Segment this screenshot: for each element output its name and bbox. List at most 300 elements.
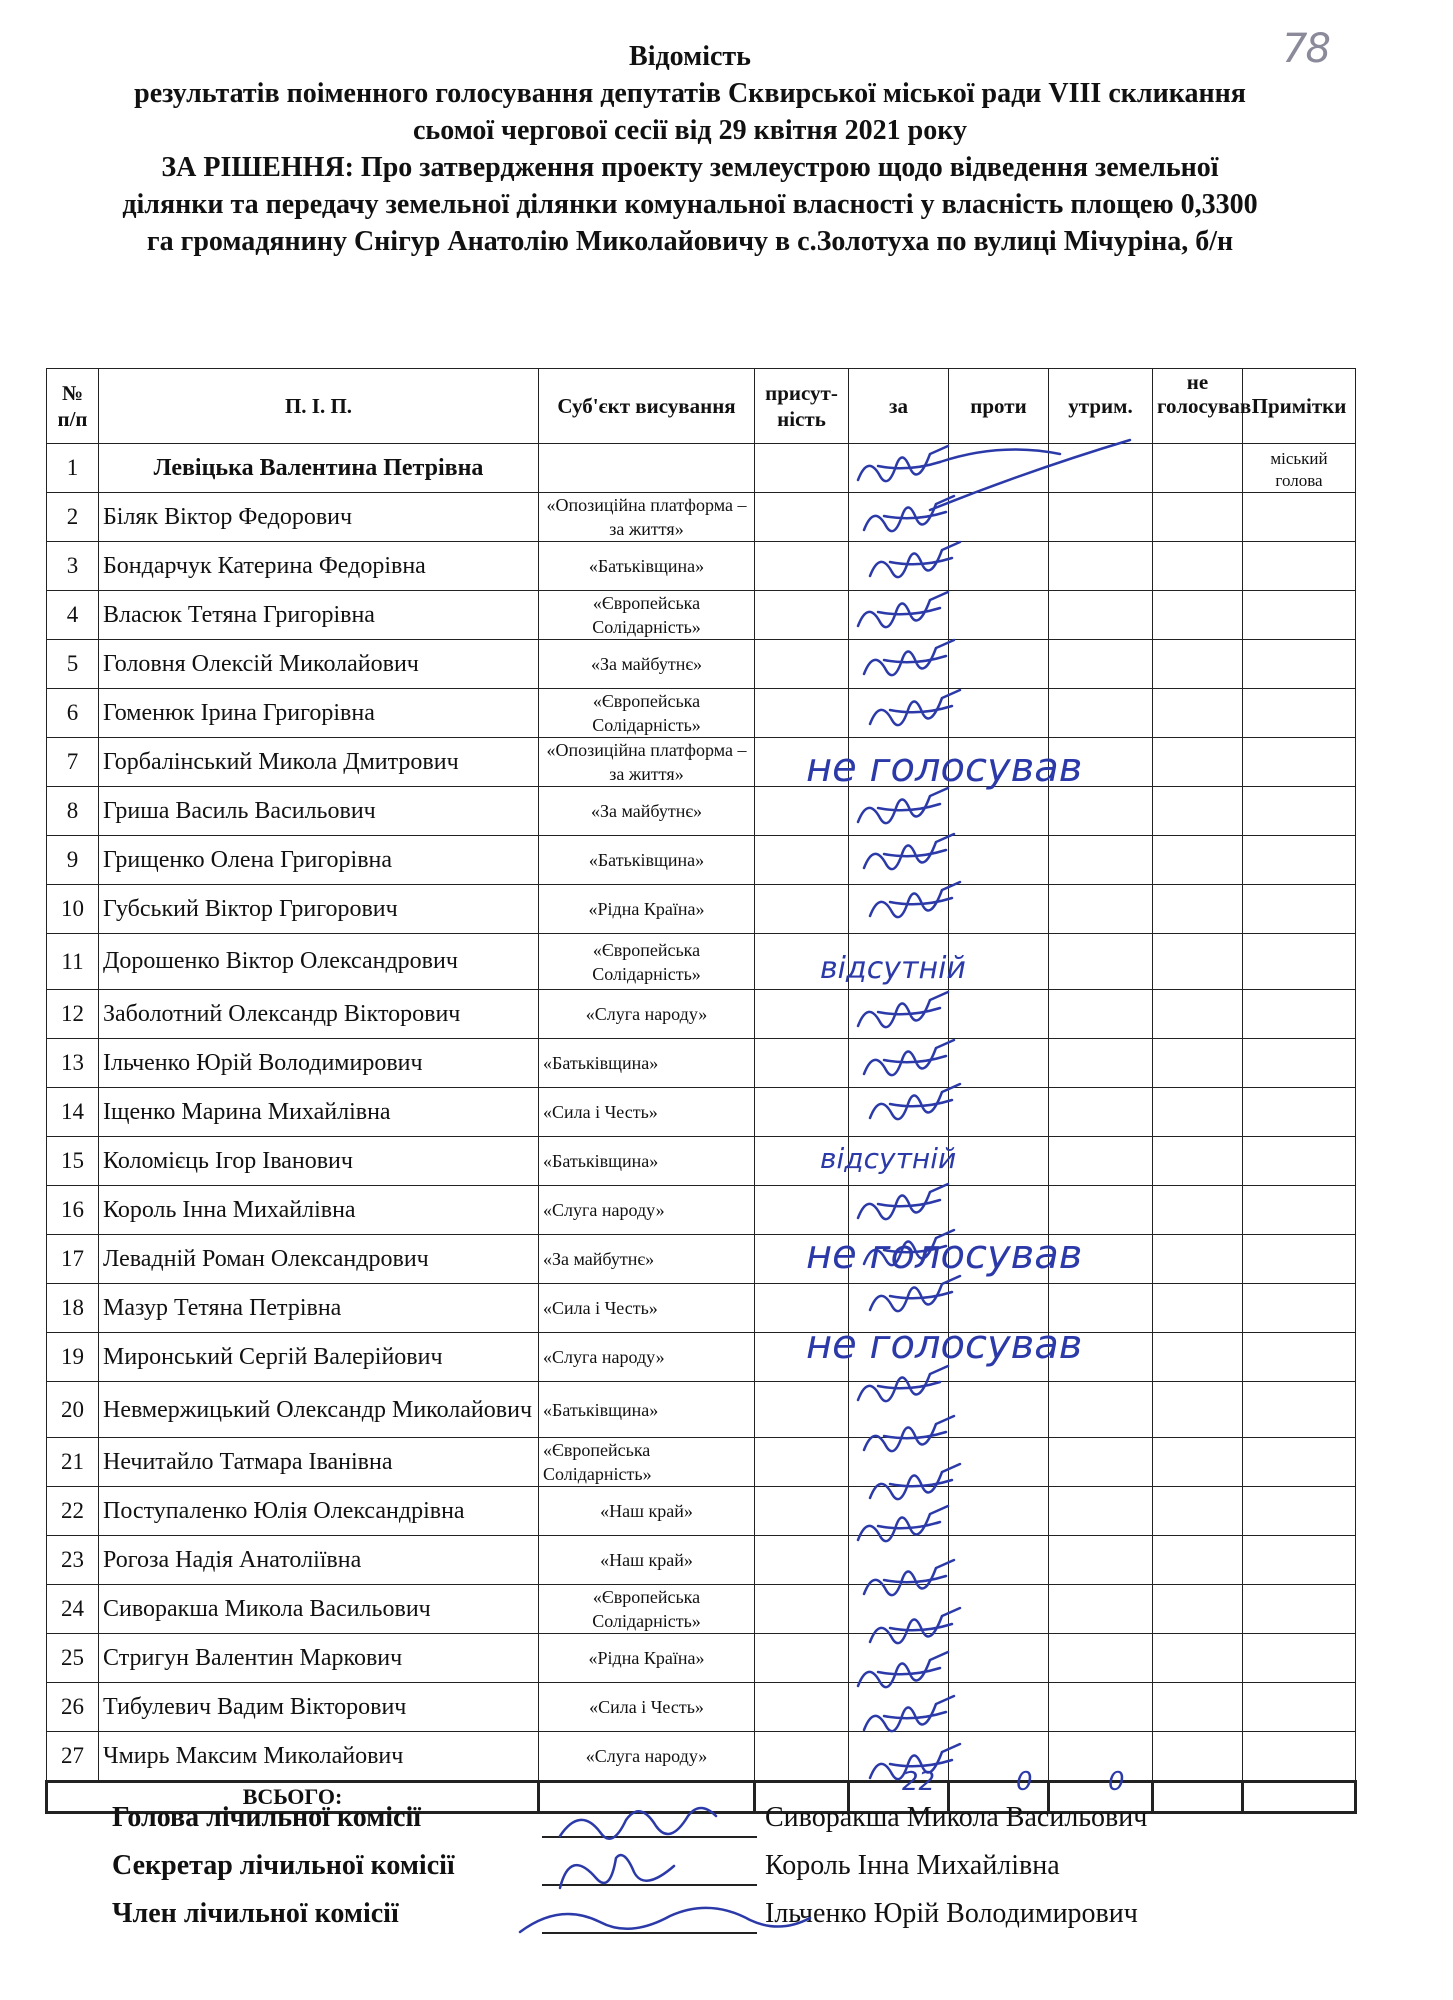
cell-for <box>849 640 949 689</box>
cell-present <box>755 493 849 542</box>
cell-abstain <box>1049 1634 1153 1683</box>
row-number: 20 <box>47 1382 99 1438</box>
cell-for <box>849 1683 949 1732</box>
cell-against <box>949 885 1049 934</box>
signature-role: Секретар лічильної комісії <box>112 1850 455 1881</box>
party-label: «Сила і Честь» <box>589 1697 704 1717</box>
cell-not-voted <box>1153 640 1243 689</box>
cell-for <box>849 738 949 787</box>
cell-for <box>849 493 949 542</box>
cell-abstain <box>1049 738 1153 787</box>
table-row <box>47 1585 1356 1634</box>
cell-note <box>1243 591 1356 640</box>
signature-role: Голова лічильної комісії <box>112 1802 422 1833</box>
note-text <box>1247 1442 1351 1482</box>
header-against: проти <box>949 369 1049 444</box>
party-label: «Рідна Країна» <box>588 899 705 919</box>
table-header-row <box>47 369 1356 444</box>
deputy-party <box>539 1137 755 1186</box>
cell-for <box>849 885 949 934</box>
deputy-name: Нечитайло Татмара Іванівна <box>99 1438 539 1487</box>
row-number: 7 <box>47 738 99 787</box>
cell-against <box>949 1039 1049 1088</box>
cell-note <box>1243 738 1356 787</box>
row-number: 21 <box>47 1438 99 1487</box>
cell-not-voted <box>1153 444 1243 493</box>
cell-for <box>849 1536 949 1585</box>
cell-present <box>755 1536 849 1585</box>
cell-for <box>849 444 949 493</box>
deputy-name: Мазур Тетяна Петрівна <box>99 1284 539 1333</box>
note-text <box>1247 1288 1351 1328</box>
party-label: «Батьківщина» <box>543 1151 659 1171</box>
cell-present <box>755 542 849 591</box>
deputy-name: Дорошенко Віктор Олександрович <box>99 934 539 990</box>
table-row <box>47 591 1356 640</box>
header-for: за <box>849 369 949 444</box>
deputy-name: Бондарчук Катерина Федорівна <box>99 542 539 591</box>
note-text <box>1247 644 1351 684</box>
deputy-name: Левадній Роман Олександрович <box>99 1235 539 1284</box>
cell-present <box>755 1634 849 1683</box>
deputy-name: Рогоза Надія Анатоліївна <box>99 1536 539 1585</box>
cell-note <box>1243 1585 1356 1634</box>
cell-present <box>755 1137 849 1186</box>
signature-row-member <box>112 1898 1262 1938</box>
row-number: 15 <box>47 1137 99 1186</box>
cell-not-voted <box>1153 1438 1243 1487</box>
cell-present <box>755 689 849 738</box>
deputy-party <box>539 444 755 493</box>
table-row <box>47 787 1356 836</box>
deputy-name: Губський Віктор Григорович <box>99 885 539 934</box>
cell-against <box>949 836 1049 885</box>
note-text <box>1247 546 1351 586</box>
deputy-name: Заболотний Олександр Вікторович <box>99 990 539 1039</box>
cell-not-voted <box>1153 990 1243 1039</box>
row-number: 3 <box>47 542 99 591</box>
row-number: 13 <box>47 1039 99 1088</box>
document-header <box>40 38 1340 260</box>
cell-for <box>849 934 949 990</box>
handwritten-total-against: 0 <box>1016 1767 1033 1797</box>
cell-abstain <box>1049 1186 1153 1235</box>
cell-against <box>949 934 1049 990</box>
vote-rows <box>47 444 1356 1782</box>
party-label: «Наш край» <box>600 1501 693 1521</box>
cell-against <box>949 1634 1049 1683</box>
handwritten-not-voted-row-7: не голосував <box>806 745 1083 791</box>
deputy-party <box>539 542 755 591</box>
table-row <box>47 1284 1356 1333</box>
row-number: 4 <box>47 591 99 640</box>
cell-abstain <box>1049 934 1153 990</box>
header-present: присут-ність <box>755 369 849 444</box>
cell-for <box>849 1634 949 1683</box>
cell-for <box>849 990 949 1039</box>
cell-abstain <box>1049 1235 1153 1284</box>
cell-present <box>755 1683 849 1732</box>
cell-for <box>849 1186 949 1235</box>
signature-line <box>542 1836 757 1838</box>
cell-against <box>949 591 1049 640</box>
cell-against <box>949 1536 1049 1585</box>
party-label: «Європейська Солідарність» <box>543 1440 652 1484</box>
cell-not-voted <box>1153 885 1243 934</box>
cell-abstain <box>1049 640 1153 689</box>
cell-abstain <box>1049 1536 1153 1585</box>
row-number: 17 <box>47 1235 99 1284</box>
cell-present <box>755 787 849 836</box>
cell-present <box>755 1585 849 1634</box>
cell-for <box>849 1137 949 1186</box>
party-label: «Опозиційна платформа – за життя» <box>546 740 747 784</box>
cell-present <box>755 1438 849 1487</box>
header-line-3: сьомої чергової сесії від 29 квітня 2021 року <box>413 115 967 146</box>
cell-against <box>949 1382 1049 1438</box>
party-label: «Батьківщина» <box>543 1053 659 1073</box>
party-label: «Слуга народу» <box>585 1004 708 1024</box>
table-row <box>47 1333 1356 1382</box>
cell-present <box>755 640 849 689</box>
deputy-name: Гриша Василь Васильович <box>99 787 539 836</box>
table-row <box>47 885 1356 934</box>
header-abstain: утрим. <box>1049 369 1153 444</box>
cell-note <box>1243 1732 1356 1782</box>
table-row <box>47 493 1356 542</box>
row-number: 23 <box>47 1536 99 1585</box>
cell-present <box>755 1382 849 1438</box>
handwritten-total-for: 22 <box>902 1767 936 1797</box>
table-row <box>47 542 1356 591</box>
table-row <box>47 444 1356 493</box>
deputy-party <box>539 689 755 738</box>
cell-abstain <box>1049 1088 1153 1137</box>
table-row <box>47 738 1356 787</box>
cell-not-voted <box>1153 591 1243 640</box>
header-note: Примітки <box>1243 369 1356 444</box>
cell-not-voted <box>1153 787 1243 836</box>
cell-abstain <box>1049 1137 1153 1186</box>
deputy-party <box>539 1186 755 1235</box>
cell-abstain <box>1049 1732 1153 1782</box>
deputy-name: Чмирь Максим Миколайович <box>99 1732 539 1782</box>
deputy-name: Миронський Сергій Валерійович <box>99 1333 539 1382</box>
deputy-party <box>539 1438 755 1487</box>
cell-note <box>1243 1382 1356 1438</box>
cell-for <box>849 1235 949 1284</box>
deputy-party <box>539 1487 755 1536</box>
note-text <box>1247 889 1351 929</box>
cell-not-voted <box>1153 493 1243 542</box>
cell-note <box>1243 689 1356 738</box>
table-row <box>47 1536 1356 1585</box>
cell-not-voted <box>1153 1732 1243 1782</box>
row-number: 19 <box>47 1333 99 1382</box>
note-text <box>1247 840 1351 880</box>
cell-note <box>1243 1235 1356 1284</box>
deputy-party <box>539 836 755 885</box>
cell-note <box>1243 542 1356 591</box>
cell-present <box>755 1333 849 1382</box>
header-line-6: га громадянину Снігур Анатолію Миколайовичу в с.Золотуха по вулиці Мічуріна, б/н <box>146 226 1234 257</box>
cell-note <box>1243 1634 1356 1683</box>
cell-not-voted <box>1153 1039 1243 1088</box>
cell-note <box>1243 1683 1356 1732</box>
cell-not-voted <box>1153 836 1243 885</box>
cell-for <box>849 1585 949 1634</box>
cell-present <box>755 1186 849 1235</box>
cell-note <box>1243 1536 1356 1585</box>
cell-against <box>949 1186 1049 1235</box>
cell-against <box>949 1284 1049 1333</box>
cell-not-voted <box>1153 1536 1243 1585</box>
deputy-name: Король Інна Михайлівна <box>99 1186 539 1235</box>
note-text <box>1247 1736 1351 1776</box>
party-label: «За майбутнє» <box>590 654 703 674</box>
handwritten-absent-row-15: відсутній <box>820 1142 957 1175</box>
party-label: «Опозиційна платформа – за життя» <box>546 495 747 539</box>
deputy-party <box>539 1382 755 1438</box>
cell-not-voted <box>1153 1683 1243 1732</box>
row-number: 8 <box>47 787 99 836</box>
cell-not-voted <box>1153 934 1243 990</box>
note-text <box>1247 791 1351 831</box>
signature-name: Сиворакша Микола Васильович <box>765 1802 1148 1833</box>
cell-for <box>849 542 949 591</box>
deputy-name: Коломієць Ігор Іванович <box>99 1137 539 1186</box>
cell-against <box>949 640 1049 689</box>
note-text <box>1247 1540 1351 1580</box>
cell-not-voted <box>1153 1284 1243 1333</box>
deputy-party <box>539 1235 755 1284</box>
cell-not-voted <box>1153 1235 1243 1284</box>
row-number: 27 <box>47 1732 99 1782</box>
note-text <box>1247 1239 1351 1279</box>
cell-for <box>849 689 949 738</box>
cell-note <box>1243 1137 1356 1186</box>
party-label: «Слуга народу» <box>585 1746 708 1766</box>
cell-present <box>755 591 849 640</box>
cell-note <box>1243 1284 1356 1333</box>
cell-present <box>755 990 849 1039</box>
party-label: «Європейська Солідарність» <box>592 691 701 735</box>
deputy-party <box>539 1333 755 1382</box>
cell-against <box>949 1732 1049 1782</box>
row-number: 2 <box>47 493 99 542</box>
signature-name: Ільченко Юрій Володимирович <box>765 1898 1138 1929</box>
row-number: 5 <box>47 640 99 689</box>
cell-against <box>949 444 1049 493</box>
party-label: «За майбутнє» <box>590 801 703 821</box>
deputy-party <box>539 1536 755 1585</box>
cell-abstain <box>1049 990 1153 1039</box>
deputy-name: Стригун Валентин Маркович <box>99 1634 539 1683</box>
row-number: 1 <box>47 444 99 493</box>
cell-not-voted <box>1153 738 1243 787</box>
cell-present <box>755 885 849 934</box>
cell-abstain <box>1049 1438 1153 1487</box>
row-number: 14 <box>47 1088 99 1137</box>
deputy-party <box>539 1634 755 1683</box>
cell-for <box>849 1284 949 1333</box>
header-name: П. І. П. <box>99 369 539 444</box>
cell-for <box>849 1039 949 1088</box>
table-row <box>47 1039 1356 1088</box>
signature-row-secretary <box>112 1850 1262 1890</box>
party-label: «Слуга народу» <box>543 1200 665 1220</box>
cell-not-voted <box>1153 1186 1243 1235</box>
cell-abstain <box>1049 885 1153 934</box>
cell-note <box>1243 836 1356 885</box>
deputy-name: Невмержицький Олександр Миколайович <box>99 1382 539 1438</box>
cell-against <box>949 1487 1049 1536</box>
cell-not-voted <box>1153 689 1243 738</box>
table-row <box>47 1732 1356 1782</box>
cell-abstain <box>1049 591 1153 640</box>
handwritten-absent-row-11: відсутній <box>820 951 966 986</box>
deputy-party <box>539 1732 755 1782</box>
deputy-party <box>539 1088 755 1137</box>
cell-against <box>949 1683 1049 1732</box>
cell-present <box>755 1039 849 1088</box>
cell-not-voted <box>1153 542 1243 591</box>
cell-against <box>949 1088 1049 1137</box>
note-text <box>1247 595 1351 635</box>
note-text <box>1247 1043 1351 1083</box>
cell-for <box>849 787 949 836</box>
party-label: «Слуга народу» <box>543 1347 665 1367</box>
party-label: «Батьківщина» <box>588 556 705 576</box>
cell-present <box>755 1732 849 1782</box>
cell-for <box>849 1382 949 1438</box>
deputy-name: Ільченко Юрій Володимирович <box>99 1039 539 1088</box>
party-label: «Європейська Солідарність» <box>592 593 701 637</box>
cell-note <box>1243 1088 1356 1137</box>
cell-present <box>755 444 849 493</box>
cell-abstain <box>1049 1683 1153 1732</box>
cell-note <box>1243 1438 1356 1487</box>
cell-abstain <box>1049 689 1153 738</box>
note-text <box>1247 994 1351 1034</box>
cell-present <box>755 1487 849 1536</box>
cell-abstain <box>1049 444 1153 493</box>
cell-not-voted <box>1153 1487 1243 1536</box>
party-label: «Європейська Солідарність» <box>592 939 701 984</box>
cell-note <box>1243 934 1356 990</box>
party-label: «Європейська Солідарність» <box>592 1587 701 1631</box>
note-text <box>1247 942 1351 982</box>
cell-for <box>849 1732 949 1782</box>
cell-against <box>949 1585 1049 1634</box>
table-row <box>47 1382 1356 1438</box>
deputy-name: Горбалінський Микола Дмитрович <box>99 738 539 787</box>
cell-for <box>849 1088 949 1137</box>
cell-not-voted <box>1153 1585 1243 1634</box>
cell-present <box>755 1088 849 1137</box>
table-row <box>47 1186 1356 1235</box>
totals-label: ВСЬОГО: <box>47 1782 539 1813</box>
cell-abstain <box>1049 493 1153 542</box>
note-text <box>1247 1141 1351 1181</box>
cell-note <box>1243 640 1356 689</box>
cell-note <box>1243 1186 1356 1235</box>
cell-abstain <box>1049 787 1153 836</box>
note-text <box>1247 1390 1351 1430</box>
deputy-party <box>539 990 755 1039</box>
cell-note <box>1243 990 1356 1039</box>
deputy-party <box>539 738 755 787</box>
deputy-party <box>539 1585 755 1634</box>
table-row <box>47 640 1356 689</box>
cell-for <box>849 591 949 640</box>
note-text <box>1247 1638 1351 1678</box>
cell-note <box>1243 787 1356 836</box>
deputy-name: Гоменюк Ірина Григорівна <box>99 689 539 738</box>
note-text <box>1247 1589 1351 1629</box>
cell-against <box>949 787 1049 836</box>
page-number: 78 <box>1282 26 1329 72</box>
header-line-2: результатів поіменного голосування депутатів Сквирської міської ради VIII скликання <box>134 78 1246 109</box>
deputy-name: Іщенко Марина Михайлівна <box>99 1088 539 1137</box>
cell-present <box>755 1235 849 1284</box>
row-number: 22 <box>47 1487 99 1536</box>
cell-present <box>755 934 849 990</box>
row-number: 26 <box>47 1683 99 1732</box>
row-number: 9 <box>47 836 99 885</box>
cell-against <box>949 1333 1049 1382</box>
cell-against <box>949 738 1049 787</box>
cell-for <box>849 1333 949 1382</box>
deputy-party <box>539 640 755 689</box>
cell-abstain <box>1049 836 1153 885</box>
cell-abstain <box>1049 1333 1153 1382</box>
deputy-name: Сиворакша Микола Васильович <box>99 1585 539 1634</box>
party-label: «Наш край» <box>600 1550 693 1570</box>
row-number: 11 <box>47 934 99 990</box>
cell-not-voted <box>1153 1333 1243 1382</box>
row-number: 10 <box>47 885 99 934</box>
deputy-name: Біляк Віктор Федорович <box>99 493 539 542</box>
deputy-party <box>539 591 755 640</box>
party-label: «Батьківщина» <box>543 1399 659 1420</box>
cell-present <box>755 1284 849 1333</box>
table-row <box>47 1634 1356 1683</box>
cell-abstain <box>1049 542 1153 591</box>
row-number: 18 <box>47 1284 99 1333</box>
signature-row-chair <box>112 1802 1262 1842</box>
header-line-5: ділянки та передачу земельної ділянки комунальної власності у власність площею 0,3300 <box>122 189 1258 220</box>
cell-against <box>949 493 1049 542</box>
row-number: 12 <box>47 990 99 1039</box>
cell-abstain <box>1049 1039 1153 1088</box>
cell-for <box>849 1487 949 1536</box>
cell-against <box>949 689 1049 738</box>
deputy-party <box>539 787 755 836</box>
table-row <box>47 1137 1356 1186</box>
table-row <box>47 990 1356 1039</box>
cell-note <box>1243 885 1356 934</box>
header-num: № п/п <box>47 369 99 444</box>
deputy-name: Грищенко Олена Григорівна <box>99 836 539 885</box>
cell-present <box>755 738 849 787</box>
document-title: Відомість <box>629 41 751 72</box>
note-text <box>1247 693 1351 733</box>
party-label: «Батьківщина» <box>588 850 705 870</box>
note-text <box>1247 1687 1351 1727</box>
cell-abstain <box>1049 1487 1153 1536</box>
cell-against <box>949 542 1049 591</box>
